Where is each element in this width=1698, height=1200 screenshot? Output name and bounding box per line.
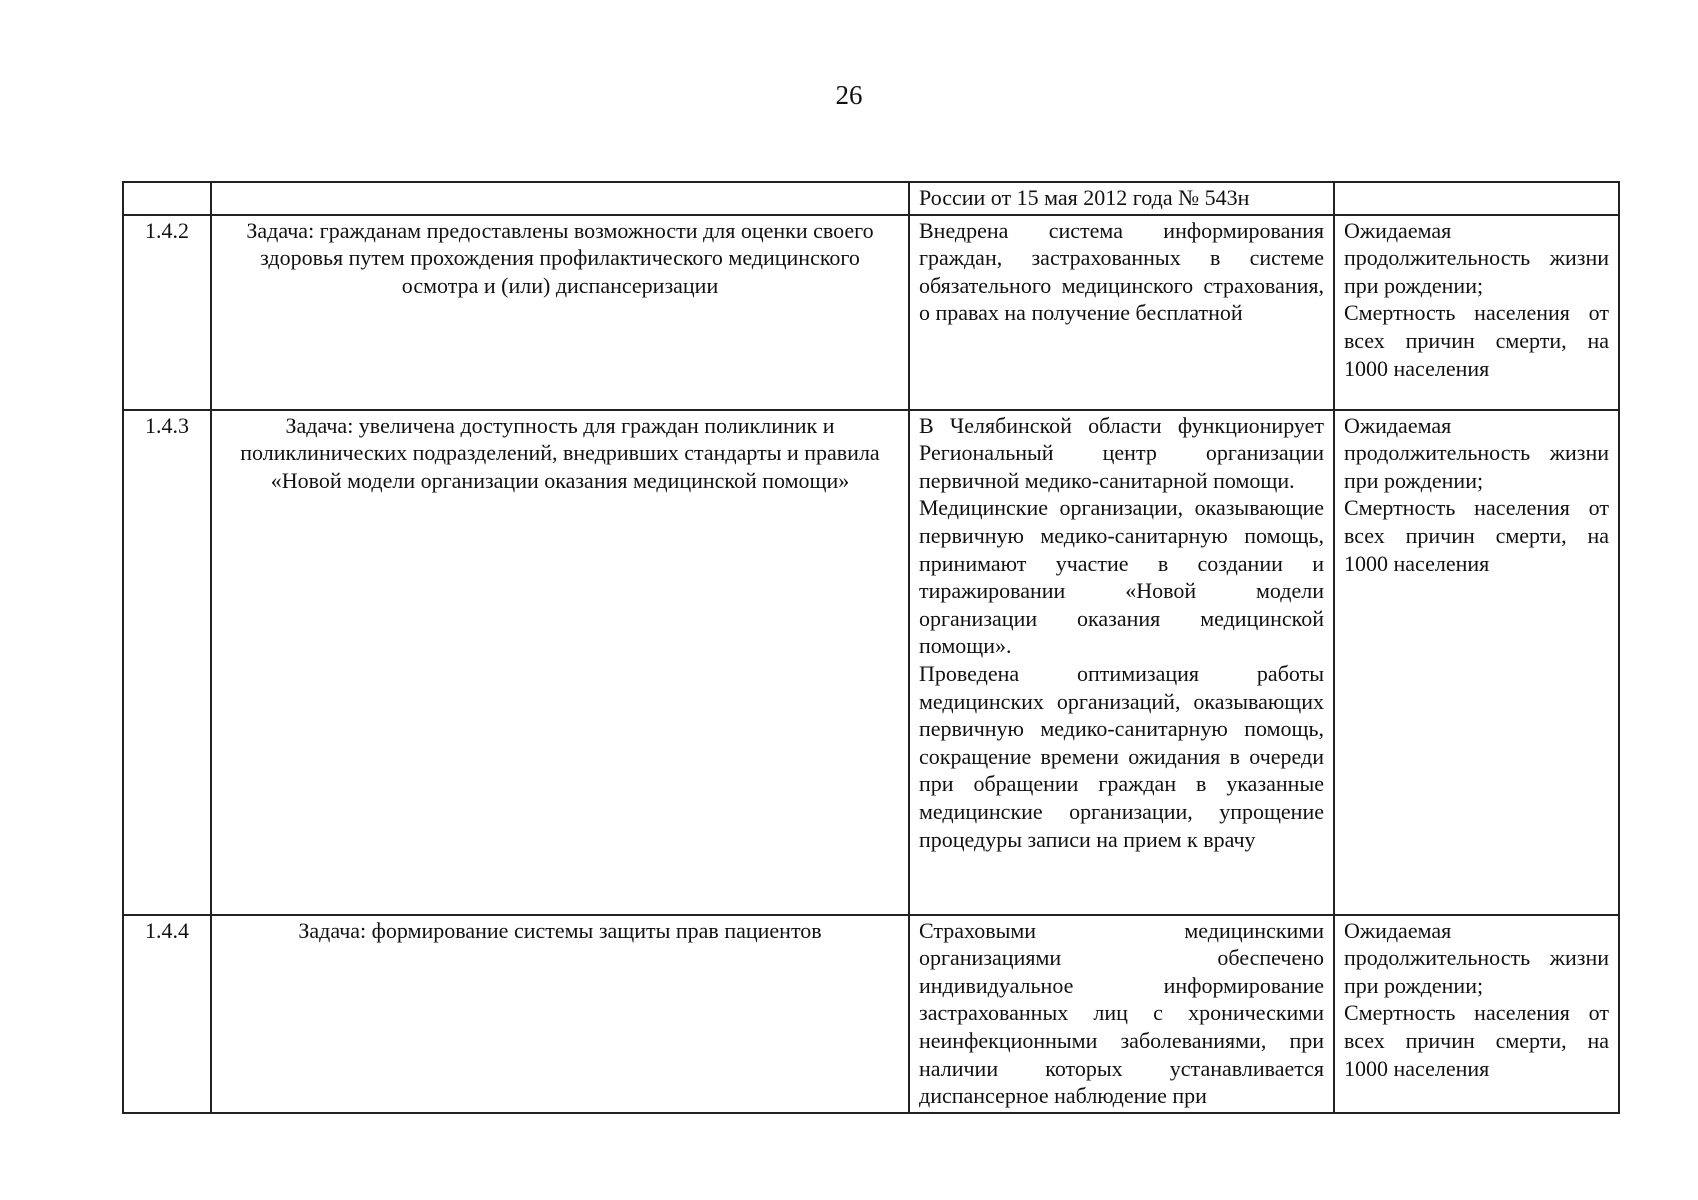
indicator-line: Ожидаемая продолжительность жизни при рождении; (1344, 217, 1609, 298)
result-paragraph: Внедрена система информирования граждан, застрахованных в системе обязательного медицинского страхования, о правах на получение бесплатной (919, 217, 1324, 326)
indicator-line: Ожидаемая продолжительность жизни при рождении; (1344, 412, 1609, 493)
row-number-cell: 1.4.4 (123, 915, 211, 1113)
task-cell (211, 215, 909, 410)
row-number-cell (123, 182, 211, 215)
table-row-continuation (123, 182, 1619, 215)
table-row (123, 915, 1619, 1113)
result-cell (909, 215, 1334, 410)
indicator-line: Смертность населения от всех причин смерти, на 1000 населения (1344, 1000, 1609, 1081)
result-cell: России от 15 мая 2012 года № 543н (909, 182, 1334, 215)
result-paragraph: Страховыми медицинскими организациями обеспечено индивидуальное информирование застрахованных лиц с хроническими неинфекционными заболеваниями, при наличии которых устанавливается диспансерное наблюдение при (919, 917, 1324, 1109)
row-number-cell: 1.4.2 (123, 215, 211, 410)
indicator-line: Смертность населения от всех причин смерти, на 1000 населения (1344, 495, 1609, 576)
indicator-cell (1334, 915, 1619, 1113)
result-cell (909, 410, 1334, 915)
indicator-line: Ожидаемая продолжительность жизни при рождении; (1344, 917, 1609, 998)
indicator-line: Смертность населения от всех причин смерти, на 1000 населения (1344, 300, 1609, 381)
page-number: 26 (835, 80, 863, 110)
indicator-cell (1334, 410, 1619, 915)
task-text: Задача: формирование системы защиты прав пациентов (298, 917, 822, 943)
result-paragraph: Медицинские организации, оказывающие первичную медико-санитарную помощь, принимают участие в создании и тиражировании «Новой модели организации оказания медицинской помощи». (919, 495, 1324, 659)
task-cell (211, 410, 909, 915)
task-cell (211, 182, 909, 215)
table-row (123, 410, 1619, 915)
row-number-cell: 1.4.3 (123, 410, 211, 915)
task-cell (211, 915, 909, 1113)
task-text: Задача: гражданам предоставлены возможности для оценки своего здоровья путем прохождения профилактического медицинского осмотра и (или) диспансеризации (246, 217, 874, 298)
result-paragraph: Проведена оптимизация работы медицинских организаций, оказывающих первичную медико-санитарную помощь, сокращение времени ожидания в очереди при обращении граждан в указанные медицинские организации, упрощение процедуры записи на прием к врачу (919, 660, 1324, 852)
measures-table (122, 181, 1620, 1114)
indicator-cell (1334, 182, 1619, 215)
result-paragraph: В Челябинской области функционирует Региональный центр организации первичной медико-санитарной помощи. (919, 412, 1324, 493)
result-cell (909, 915, 1334, 1113)
task-text: Задача: увеличена доступность для граждан поликлиник и поликлинических подразделений, внедривших стандарты и правила «Новой модели организации оказания медицинской помощи» (240, 412, 880, 493)
indicator-cell (1334, 215, 1619, 410)
table-row (123, 215, 1619, 410)
